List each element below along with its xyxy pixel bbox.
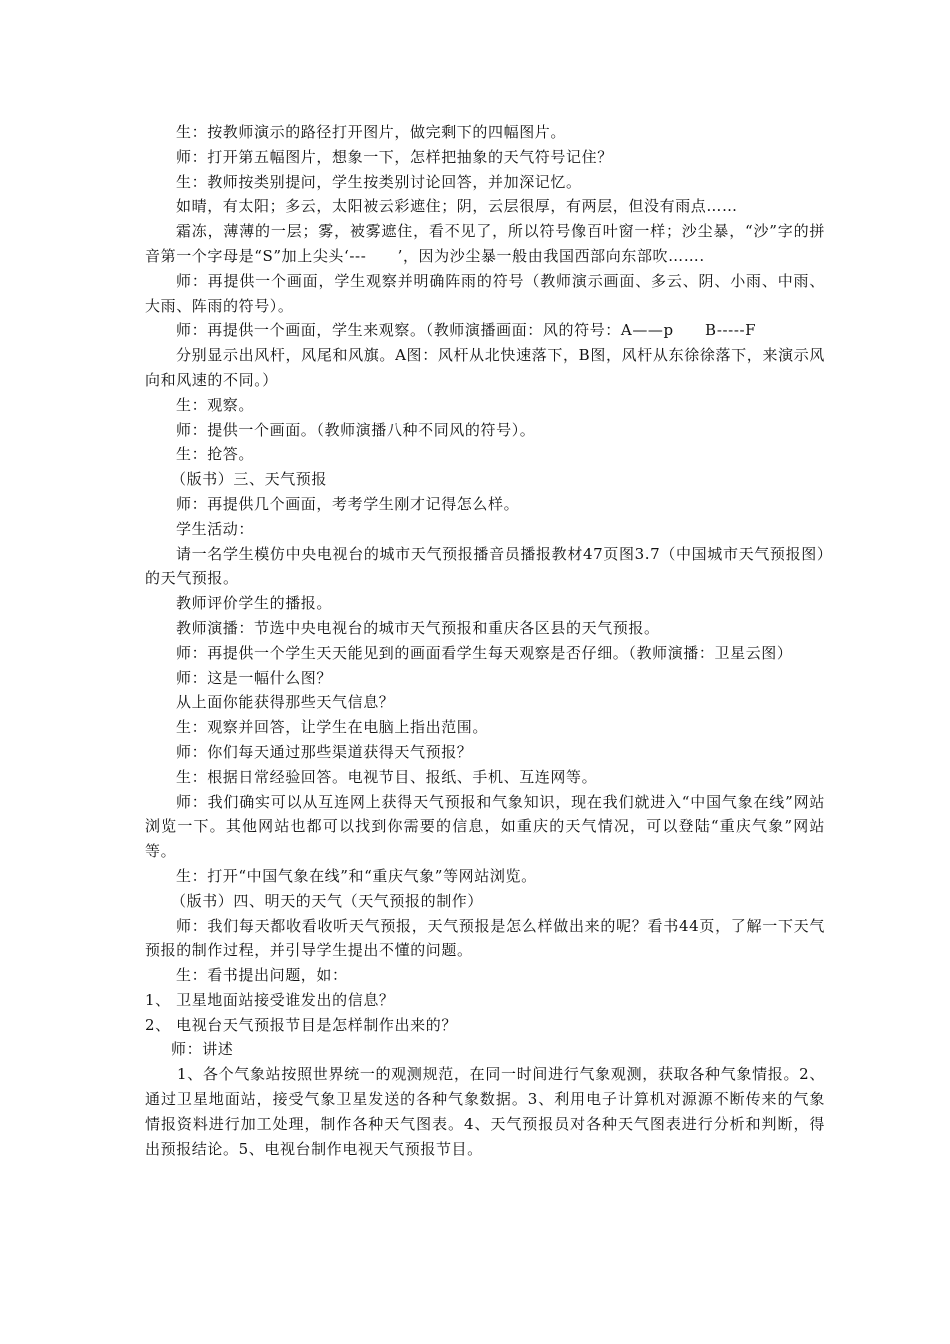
paragraph: 生：教师按类别提问，学生按类别讨论回答，并加深记忆。 [176, 172, 582, 191]
list-item: 2、 电视台天气预报节目是怎样制作出来的？ [145, 1015, 457, 1034]
paragraph: 教师评价学生的播报。 [176, 594, 333, 613]
paragraph: 从上面你能获得那些天气信息？ [176, 693, 395, 712]
paragraph: 师：我们每天都收看收听天气预报，天气预报是怎么样做出来的呢？看书44页，了解一下天气预报的制作过程，并引导学生提出不懂的问题。 [145, 916, 825, 960]
paragraph: 1、各个气象站按照世界统一的观测规范，在同一时间进行气象观测，获取各种气象情报。2、通过卫星地面站，接受气象卫星发送的各种气象数据。3、利用电子计算机对源源不断传来的气象情报资料进行加工处理，制作各种天气图表。4、天气预报员对各种天气图表进行分析和判断，得出预报结论。5、电视台制作电视天气预报节目。 [145, 1065, 825, 1158]
paragraph: 生：观察。 [176, 395, 255, 414]
paragraph: 师：再提供几个画面，考考学生刚才记得怎么样。 [176, 494, 520, 513]
paragraph: 学生活动： [176, 519, 255, 538]
paragraph: 请一名学生模仿中央电视台的城市天气预报播音员播报教材47页图3.7（中国城市天气预报图）的天气预报。 [145, 544, 825, 588]
paragraph: 师：我们确实可以从互连网上获得天气预报和气象知识，现在我们就进入“中国气象在线”网站浏览一下。其他网站也都可以找到你需要的信息，如重庆的天气情况，可以登陆“重庆气象”网站等。 [145, 792, 825, 861]
paragraph: 师：再提供一个学生天天能见到的画面看学生每天观察是否仔细。（教师演播：卫星云图） [176, 643, 793, 662]
paragraph: 生：根据日常经验回答。电视节目、报纸、手机、互连网等。 [176, 767, 598, 786]
paragraph: 如晴，有太阳；多云，太阳被云彩遮住；阴，云层很厚，有两层，但没有雨点…… [176, 197, 738, 216]
section-heading: （版书）三、天气预报 [171, 470, 328, 489]
paragraph: 师：提供一个画面。（教师演播八种不同风的符号）。 [176, 420, 536, 439]
paragraph: 师：讲述 [171, 1040, 234, 1059]
paragraph: 生：按教师演示的路径打开图片，做完剩下的四幅图片。 [176, 123, 567, 141]
paragraph: 师：打开第五幅图片，想象一下，怎样把抽象的天气符号记住？ [176, 147, 613, 166]
section-heading: （版书）四、明天的天气（天气预报的制作） [171, 891, 484, 910]
paragraph: 生：观察并回答，让学生在电脑上指出范围。 [176, 718, 489, 737]
paragraph: 生：抢答。 [176, 445, 255, 464]
paragraph: 分别显示出风杆，风尾和风旗。A图：风杆从北快速落下，B图，风杆从东徐徐落下，来演示风向和风速的不同。） [145, 346, 825, 389]
paragraph: 教师演播：节选中央电视台的城市天气预报和重庆各区县的天气预报。 [176, 618, 660, 637]
paragraph: 师：这是一幅什么图？ [176, 668, 333, 687]
paragraph: 霜冻，薄薄的一层；雾，被雾遮住，看不见了，所以符号像百叶窗一样；沙尘暴，“沙”字的拼音第一个字母是“S”加上尖头‘--- ’，因为沙尘暴一般由我国西部向东部吹……. [145, 222, 825, 265]
list-item: 1、 卫星地面站接受谁发出的信息？ [145, 990, 395, 1009]
paragraph: 师：再提供一个画面，学生观察并明确阵雨的符号（教师演示画面、多云、阴、小雨、中雨、大雨、阵雨的符号）。 [145, 271, 825, 315]
paragraph: 师：你们每天通过那些渠道获得天气预报？ [176, 742, 473, 761]
paragraph: 师：再提供一个画面，学生来观察。（教师演播画面：风的符号：A——p B-----F [176, 321, 757, 340]
lesson-text [145, 120, 825, 1161]
paragraph: 生：看书提出问题，如： [176, 966, 348, 985]
paragraph: 生：打开“中国气象在线”和“重庆气象”等网站浏览。 [176, 866, 537, 885]
